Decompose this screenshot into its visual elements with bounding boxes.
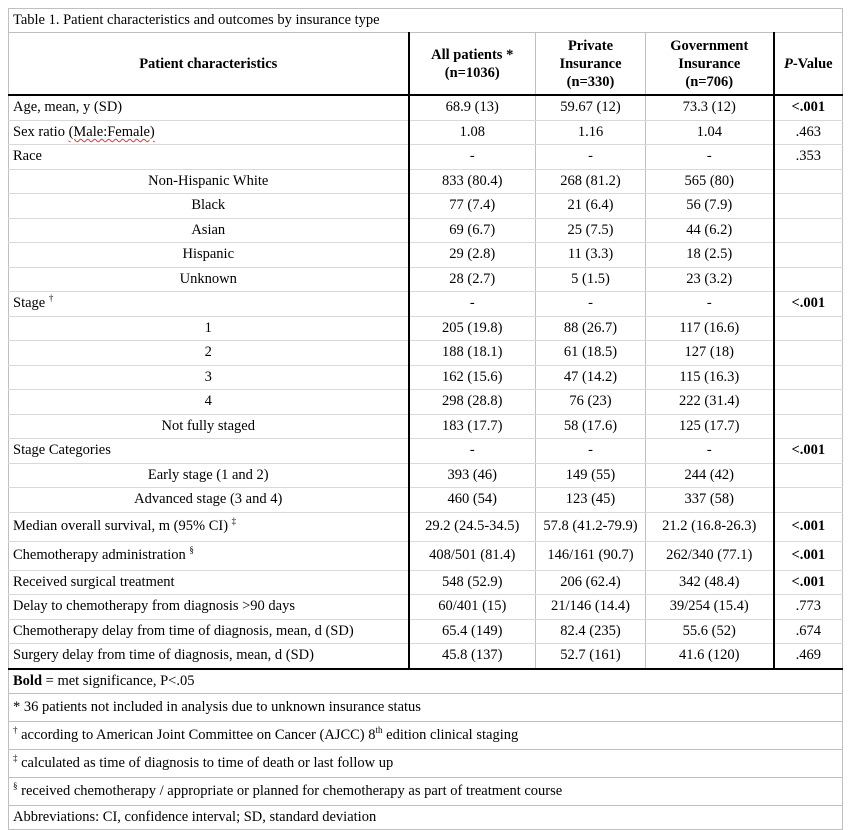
cell-government-insurance: 117 (16.6) xyxy=(646,316,774,341)
footnote-dagger xyxy=(9,721,843,749)
header-gov-label1: Government xyxy=(670,37,749,54)
header-government-insurance xyxy=(646,33,774,96)
cell-all-patients: 77 (7.4) xyxy=(409,194,536,219)
cell-private-insurance: 76 (23) xyxy=(536,390,646,415)
footnote-dagger-text: according to American Joint Committee on Cancer (AJCC) 8 xyxy=(17,726,376,743)
cell-private-insurance: 11 (3.3) xyxy=(536,243,646,268)
cell-p-value: <.001 xyxy=(774,570,843,595)
cell-private-insurance: 149 (55) xyxy=(536,463,646,488)
footnote-bold-rest: = met significance, P<.05 xyxy=(42,672,195,689)
row-label-footnote-mark: † xyxy=(48,293,54,304)
footnote-section-symbol: § xyxy=(13,780,18,791)
row-label xyxy=(9,169,409,194)
cell-all-patients: 65.4 (149) xyxy=(409,619,536,644)
cell-private-insurance: - xyxy=(536,292,646,317)
cell-all-patients: 393 (46) xyxy=(409,463,536,488)
cell-p-value xyxy=(774,267,843,292)
header-private-insurance xyxy=(536,33,646,96)
cell-p-value xyxy=(774,194,843,219)
table-row xyxy=(9,169,843,194)
cell-p-value: <.001 xyxy=(774,95,843,120)
footnote-section-text: received chemotherapy / appropriate or planned for chemotherapy as part of treatment course xyxy=(17,782,563,799)
table-row xyxy=(9,365,843,390)
row-label-text: Stage xyxy=(13,295,46,312)
cell-private-insurance: 206 (62.4) xyxy=(536,570,646,595)
cell-p-value xyxy=(774,169,843,194)
table-row xyxy=(9,95,843,120)
header-private-n: (n=330) xyxy=(566,73,615,90)
cell-all-patients: 45.8 (137) xyxy=(409,644,536,669)
table-row xyxy=(9,267,843,292)
table-body xyxy=(9,95,843,669)
cell-government-insurance: 39/254 (15.4) xyxy=(646,595,774,620)
table-row xyxy=(9,292,843,317)
row-label xyxy=(9,243,409,268)
header-private-label1: Private xyxy=(567,37,614,54)
row-label xyxy=(9,120,409,145)
row-label-text: Advanced stage (3 and 4) xyxy=(134,491,283,508)
header-p-value xyxy=(774,33,843,96)
table-row xyxy=(9,390,843,415)
cell-all-patients: 69 (6.7) xyxy=(409,218,536,243)
header-p-rest: -Value xyxy=(792,55,833,72)
row-label-text: Hispanic xyxy=(182,246,235,263)
row-label xyxy=(9,95,409,120)
row-label-text: Non-Hispanic White xyxy=(148,172,269,189)
row-label xyxy=(9,145,409,170)
cell-private-insurance: 47 (14.2) xyxy=(536,365,646,390)
cell-government-insurance: 23 (3.2) xyxy=(646,267,774,292)
cell-p-value: .353 xyxy=(774,145,843,170)
cell-all-patients: - xyxy=(409,292,536,317)
cell-private-insurance: 5 (1.5) xyxy=(536,267,646,292)
cell-all-patients: 183 (17.7) xyxy=(409,414,536,439)
row-label-text: Chemotherapy delay from time of diagnosis, mean, d (SD) xyxy=(13,622,354,639)
header-all-n: (n=1036) xyxy=(444,64,500,81)
cell-all-patients: 205 (19.8) xyxy=(409,316,536,341)
table-row xyxy=(9,120,843,145)
cell-private-insurance: 21 (6.4) xyxy=(536,194,646,219)
row-label-text: Delay to chemotherapy from diagnosis >90 days xyxy=(13,598,295,615)
cell-p-value xyxy=(774,316,843,341)
table-row xyxy=(9,512,843,541)
patient-characteristics-table xyxy=(8,8,843,830)
row-label-text: Black xyxy=(191,197,226,214)
footnote-section xyxy=(9,777,843,805)
cell-government-insurance: 55.6 (52) xyxy=(646,619,774,644)
cell-p-value xyxy=(774,341,843,366)
row-label-text: Stage Categories xyxy=(13,442,111,459)
cell-government-insurance: 21.2 (16.8-26.3) xyxy=(646,512,774,541)
table-row xyxy=(9,644,843,669)
row-label xyxy=(9,595,409,620)
cell-p-value xyxy=(774,463,843,488)
row-label xyxy=(9,365,409,390)
cell-government-insurance: 125 (17.7) xyxy=(646,414,774,439)
row-label xyxy=(9,267,409,292)
table-row xyxy=(9,145,843,170)
row-label xyxy=(9,292,409,317)
cell-government-insurance: 342 (48.4) xyxy=(646,570,774,595)
cell-all-patients: 833 (80.4) xyxy=(409,169,536,194)
row-label-text: Sex ratio (Male:Female) xyxy=(13,123,155,140)
row-label xyxy=(9,570,409,595)
cell-government-insurance: 18 (2.5) xyxy=(646,243,774,268)
cell-government-insurance: 115 (16.3) xyxy=(646,365,774,390)
row-label xyxy=(9,218,409,243)
cell-p-value: .463 xyxy=(774,120,843,145)
cell-all-patients: 188 (18.1) xyxy=(409,341,536,366)
cell-private-insurance: - xyxy=(536,145,646,170)
row-label xyxy=(9,316,409,341)
spellcheck-underlined-text: (Male:Female) xyxy=(68,123,155,140)
cell-all-patients: 408/501 (81.4) xyxy=(409,541,536,570)
row-label xyxy=(9,644,409,669)
cell-all-patients: 298 (28.8) xyxy=(409,390,536,415)
footnote-ddagger-symbol: ‡ xyxy=(13,752,18,763)
cell-government-insurance: 262/340 (77.1) xyxy=(646,541,774,570)
row-label-text: Unknown xyxy=(179,270,237,287)
header-gov-label2: Insurance xyxy=(678,55,741,72)
cell-government-insurance: 56 (7.9) xyxy=(646,194,774,219)
row-label-text: Early stage (1 and 2) xyxy=(147,466,269,483)
cell-private-insurance: 123 (45) xyxy=(536,488,646,513)
cell-government-insurance: 127 (18) xyxy=(646,341,774,366)
row-label-footnote-mark: § xyxy=(189,545,194,555)
row-label-text: 3 xyxy=(204,368,212,385)
cell-private-insurance: - xyxy=(536,439,646,464)
cell-all-patients: - xyxy=(409,145,536,170)
cell-private-insurance: 88 (26.7) xyxy=(536,316,646,341)
cell-p-value xyxy=(774,243,843,268)
header-gov-n: (n=706) xyxy=(685,73,734,90)
cell-private-insurance: 61 (18.5) xyxy=(536,341,646,366)
row-label xyxy=(9,463,409,488)
footnote-abbreviations: Abbreviations: CI, confidence interval; SD, standard deviation xyxy=(9,805,843,829)
footnote-bold-word: Bold xyxy=(13,672,43,689)
cell-private-insurance: 21/146 (14.4) xyxy=(536,595,646,620)
cell-p-value: <.001 xyxy=(774,292,843,317)
cell-p-value xyxy=(774,390,843,415)
cell-all-patients: 1.08 xyxy=(409,120,536,145)
table-row xyxy=(9,218,843,243)
cell-private-insurance: 52.7 (161) xyxy=(536,644,646,669)
cell-private-insurance: 59.67 (12) xyxy=(536,95,646,120)
cell-government-insurance: 337 (58) xyxy=(646,488,774,513)
cell-government-insurance: - xyxy=(646,145,774,170)
cell-p-value xyxy=(774,488,843,513)
footnote-bold xyxy=(9,669,843,694)
cell-p-value: <.001 xyxy=(774,541,843,570)
row-label-text: Chemotherapy administration xyxy=(13,547,186,563)
cell-government-insurance: - xyxy=(646,439,774,464)
cell-government-insurance: 41.6 (120) xyxy=(646,644,774,669)
cell-private-insurance: 268 (81.2) xyxy=(536,169,646,194)
row-label-text: Age, mean, y (SD) xyxy=(13,99,123,116)
cell-private-insurance: 57.8 (41.2-79.9) xyxy=(536,512,646,541)
cell-all-patients: 548 (52.9) xyxy=(409,570,536,595)
header-characteristics: Patient characteristics xyxy=(9,33,409,96)
footnote-ddagger-text: calculated as time of diagnosis to time of death or last follow up xyxy=(17,754,394,771)
table-row xyxy=(9,414,843,439)
row-label xyxy=(9,541,409,570)
row-label xyxy=(9,488,409,513)
row-label xyxy=(9,512,409,541)
header-private-label2: Insurance xyxy=(559,55,622,72)
cell-all-patients: 29 (2.8) xyxy=(409,243,536,268)
row-label xyxy=(9,194,409,219)
footnote-dagger-th: th xyxy=(375,724,383,735)
row-label-text: 1 xyxy=(204,319,212,336)
table-caption: Table 1. Patient characteristics and outcomes by insurance type xyxy=(9,9,843,33)
header-all-patients xyxy=(409,33,536,96)
row-label xyxy=(9,619,409,644)
header-p-italic: P xyxy=(783,55,793,72)
row-label-footnote-mark: ‡ xyxy=(231,516,237,526)
cell-p-value: .469 xyxy=(774,644,843,669)
cell-all-patients: - xyxy=(409,439,536,464)
footnote-double-dagger xyxy=(9,749,843,777)
table-row xyxy=(9,541,843,570)
row-label-text: Asian xyxy=(191,221,226,238)
table-row xyxy=(9,194,843,219)
row-label-text: Median overall survival, m (95% CI) xyxy=(13,518,229,534)
table-row xyxy=(9,341,843,366)
footnote-dagger-symbol: † xyxy=(13,724,18,735)
cell-p-value: .773 xyxy=(774,595,843,620)
cell-private-insurance: 58 (17.6) xyxy=(536,414,646,439)
cell-p-value xyxy=(774,365,843,390)
table-row xyxy=(9,619,843,644)
table-row xyxy=(9,316,843,341)
cell-private-insurance: 25 (7.5) xyxy=(536,218,646,243)
cell-p-value: <.001 xyxy=(774,439,843,464)
cell-all-patients: 29.2 (24.5-34.5) xyxy=(409,512,536,541)
row-label xyxy=(9,390,409,415)
cell-government-insurance: 565 (80) xyxy=(646,169,774,194)
table-row xyxy=(9,463,843,488)
table-row xyxy=(9,570,843,595)
table-row xyxy=(9,439,843,464)
cell-all-patients: 460 (54) xyxy=(409,488,536,513)
row-label-text: Surgery delay from time of diagnosis, mean, d (SD) xyxy=(13,647,314,664)
cell-all-patients: 28 (2.7) xyxy=(409,267,536,292)
table-document xyxy=(8,8,842,830)
row-label-text: Not fully staged xyxy=(161,417,255,434)
cell-all-patients: 162 (15.6) xyxy=(409,365,536,390)
table-row xyxy=(9,243,843,268)
footnote-dagger-tail: edition clinical staging xyxy=(382,726,519,743)
row-label-text: Race xyxy=(13,148,42,165)
cell-all-patients: 60/401 (15) xyxy=(409,595,536,620)
row-label xyxy=(9,439,409,464)
cell-private-insurance: 1.16 xyxy=(536,120,646,145)
cell-private-insurance: 146/161 (90.7) xyxy=(536,541,646,570)
row-label-text: 2 xyxy=(204,344,212,361)
header-all-label: All patients * xyxy=(431,46,514,63)
cell-government-insurance: 244 (42) xyxy=(646,463,774,488)
footnote-star: * 36 patients not included in analysis due to unknown insurance status xyxy=(9,693,843,721)
cell-p-value xyxy=(774,218,843,243)
row-label-text: Received surgical treatment xyxy=(13,573,175,590)
table-row xyxy=(9,488,843,513)
cell-p-value: <.001 xyxy=(774,512,843,541)
row-label-text: 4 xyxy=(204,393,212,410)
table-row xyxy=(9,595,843,620)
cell-government-insurance: 1.04 xyxy=(646,120,774,145)
cell-p-value xyxy=(774,414,843,439)
cell-all-patients: 68.9 (13) xyxy=(409,95,536,120)
cell-private-insurance: 82.4 (235) xyxy=(536,619,646,644)
row-label xyxy=(9,341,409,366)
cell-government-insurance: 73.3 (12) xyxy=(646,95,774,120)
row-label xyxy=(9,414,409,439)
cell-government-insurance: 44 (6.2) xyxy=(646,218,774,243)
cell-government-insurance: 222 (31.4) xyxy=(646,390,774,415)
cell-p-value: .674 xyxy=(774,619,843,644)
cell-government-insurance: - xyxy=(646,292,774,317)
